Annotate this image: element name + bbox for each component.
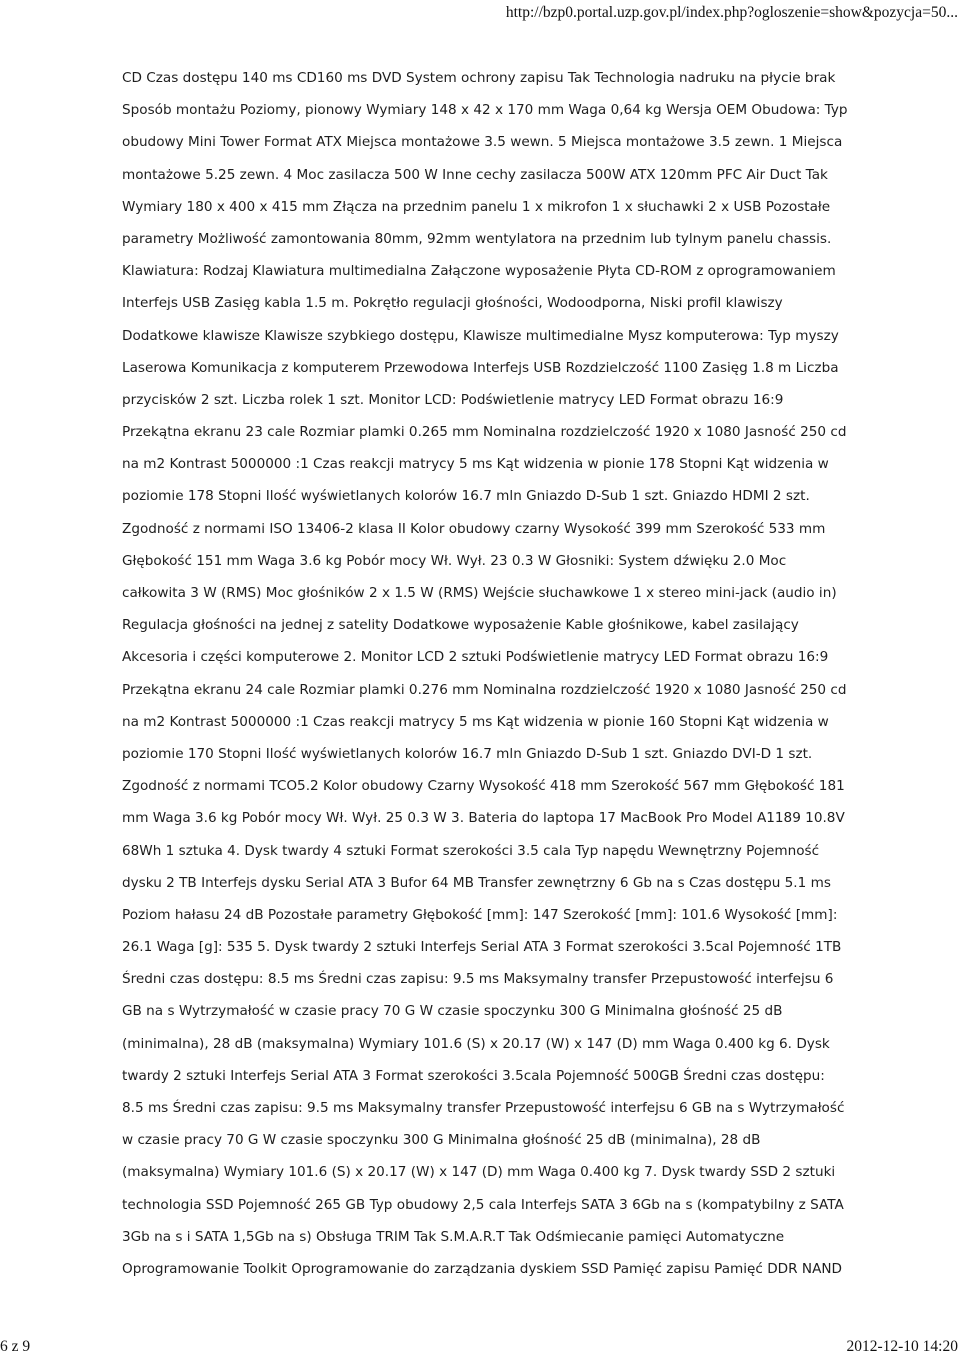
text-line: 3Gb na s i SATA 1,5Gb na s) Obsługa TRIM Tak S.M.A.R.T Tak Odśmiecanie pamięci Automatyczne — [122, 1228, 785, 1245]
text-line: Wymiary 180 x 400 x 415 mm Złącza na przednim panelu 1 x mikrofon 1 x słuchawki 2 x USB Pozostałe — [122, 198, 831, 215]
text-line: w czasie pracy 70 G W czasie spoczynku 300 G Minimalna głośność 25 dB (minimalna), 28 dB — [122, 1132, 761, 1149]
text-line: Zgodność z normami ISO 13406-2 klasa II Kolor obudowy czarny Wysokość 399 mm Szerokość 533 mm — [122, 520, 826, 537]
text-line: Poziom hałasu 24 dB Pozostałe parametry Głębokość [mm]: 147 Szerokość [mm]: 101.6 Wysokość [mm]: — [122, 906, 838, 923]
text-line: 68Wh 1 sztuka 4. Dysk twardy 4 sztuki Format szerokości 3.5 cala Typ napędu Wewnętrzny Pojemność — [122, 842, 820, 859]
text-line: przycisków 2 szt. Liczba rolek 1 szt. Monitor LCD: Podświetlenie matrycy LED Format obrazu 16:9 — [122, 391, 784, 408]
text-line: Regulacja głośności na jednej z satelity Dodatkowe wyposażenie Kable głośnikowe, kabel zasilający — [122, 617, 799, 634]
text-line: (minimalna), 28 dB (maksymalna) Wymiary 101.6 (S) x 20.17 (W) x 147 (D) mm Waga 0.400 kg 6. Dysk — [122, 1035, 830, 1052]
text-line: dysku 2 TB Interfejs dysku Serial ATA 3 Bufor 64 MB Transfer zewnętrzny 6 Gb na s Czas dostępu 5.1 ms — [122, 874, 831, 891]
text-line: montażowe 5.25 zewn. 4 Moc zasilacza 500 W Inne cechy zasilacza 500W ATX 120mm PFC Air Duct Tak — [122, 166, 828, 183]
text-line: na m2 Kontrast 5000000 :1 Czas reakcji matrycy 5 ms Kąt widzenia w pionie 160 Stopni Kąt widzenia w — [122, 713, 829, 730]
text-line: CD Czas dostępu 140 ms CD160 ms DVD System ochrony zapisu Tak Technologia nadruku na płycie brak — [122, 70, 836, 86]
text-line: poziomie 178 Stopni Ilość wyświetlanych kolorów 16.7 mln Gniazdo D-Sub 1 szt. Gniazdo HDMI 2 szt. — [122, 488, 810, 505]
page-number: 6 z 9 — [0, 1338, 31, 1355]
page-url: http://bzp0.portal.uzp.gov.pl/index.php?ogloszenie=show&pozycja=50... — [505, 4, 958, 21]
text-line: Zgodność z normami TCO5.2 Kolor obudowy Czarny Wysokość 418 mm Szerokość 567 mm Głębokość 181 — [122, 778, 845, 795]
document-body — [122, 62, 892, 1285]
text-line: Przekątna ekranu 24 cale Rozmiar plamki 0.276 mm Nominalna rozdzielczość 1920 x 1080 Jasność 250 cd — [122, 681, 847, 698]
text-line: GB na s Wytrzymałość w czasie pracy 70 G W czasie spoczynku 300 G Minimalna głośność 25 dB — [122, 1003, 783, 1020]
text-line: Interfejs USB Zasięg kabla 1.5 m. Pokrętło regulacji głośności, Wodoodporna, Niski profil klawiszy — [122, 295, 783, 312]
text-line: Średni czas dostępu: 8.5 ms Średni czas zapisu: 9.5 ms Maksymalny transfer Przepustowość interfejsu 6 — [122, 971, 834, 988]
text-line: Oprogramowanie Toolkit Oprogramowanie do zarządzania dyskiem SSD Pamięć zapisu Pamięć DDR NAND — [122, 1260, 843, 1277]
text-line: 26.1 Waga [g]: 535 5. Dysk twardy 2 sztuki Interfejs Serial ATA 3 Format szerokości 3.5cal Pojemność 1TB — [122, 939, 842, 956]
text-line: mm Waga 3.6 kg Pobór mocy Wł. Wył. 25 0.3 W 3. Bateria do laptopa 17 MacBook Pro Model A1189 10.8V — [122, 810, 845, 827]
text-line: 8.5 ms Średni czas zapisu: 9.5 ms Maksymalny transfer Przepustowość interfejsu 6 GB na s Wytrzymałość — [122, 1100, 845, 1116]
text-line: Głębokość 151 mm Waga 3.6 kg Pobór mocy Wł. Wył. 23 0.3 W Głosniki: System dźwięku 2.0 Moc — [122, 552, 787, 569]
text-line: obudowy Mini Tower Format ATX Miejsca montażowe 3.5 wewn. 5 Miejsca montażowe 3.5 zewn. 1 Miejsca — [122, 134, 843, 151]
text-line: na m2 Kontrast 5000000 :1 Czas reakcji matrycy 5 ms Kąt widzenia w pionie 178 Stopni Kąt widzenia w — [122, 456, 829, 473]
text-line: poziomie 170 Stopni Ilość wyświetlanych kolorów 16.7 mln Gniazdo D-Sub 1 szt. Gniazdo DVI-D 1 szt. — [122, 745, 813, 762]
text-line: Przekątna ekranu 23 cale Rozmiar plamki 0.265 mm Nominalna rozdzielczość 1920 x 1080 Jasność 250 cd — [122, 424, 847, 441]
text-line: technologia SSD Pojemność 265 GB Typ obudowy 2,5 cala Interfejs SATA 3 6Gb na s (kompatybilny z SATA — [122, 1196, 844, 1213]
text-line: całkowita 3 W (RMS) Moc głośników 2 x 1.5 W (RMS) Wejście słuchawkowe 1 x stereo mini-jack (audio in) — [122, 585, 837, 601]
text-line: (maksymalna) Wymiary 101.6 (S) x 20.17 (W) x 147 (D) mm Waga 0.400 kg 7. Dysk twardy SSD 2 sztuki — [122, 1164, 836, 1181]
text-line: parametry Możliwość zamontowania 80mm, 92mm wentylatora na przednim lub tylnym panelu chassis. — [122, 230, 832, 247]
text-line: Klawiatura: Rodzaj Klawiatura multimedialna Załączone wyposażenie Płyta CD-ROM z oprogramowaniem — [122, 263, 836, 280]
text-line: twardy 2 sztuki Interfejs Serial ATA 3 Format szerokości 3.5cala Pojemność 500GB Średni czas dostępu: — [122, 1067, 825, 1084]
text-line: Akcesoria i części komputerowe 2. Monitor LCD 2 sztuki Podświetlenie matrycy LED Format obrazu 16:9 — [122, 649, 829, 666]
text-line: Laserowa Komunikacja z komputerem Przewodowa Interfejs USB Rozdzielczość 1100 Zasięg 1.8 m Liczba — [122, 359, 839, 376]
text-line: Dodatkowe klawisze Klawisze szybkiego dostępu, Klawisze multimedialne Mysz komputerowa: Typ myszy — [122, 327, 839, 344]
text-line: Sposób montażu Poziomy, pionowy Wymiary 148 x 42 x 170 mm Waga 0,64 kg Wersja OEM Obudowa: Typ — [122, 102, 848, 119]
print-datetime: 2012-12-10 14:20 — [846, 1338, 958, 1355]
